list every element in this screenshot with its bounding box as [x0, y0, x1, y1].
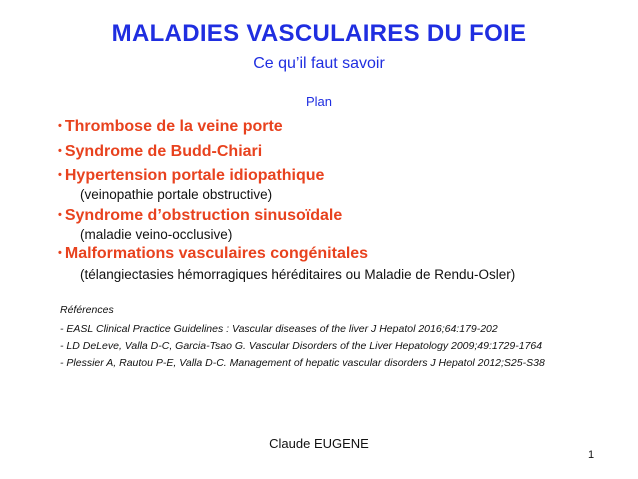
- references-heading: Références: [60, 304, 114, 316]
- list-item-malformations: [58, 245, 368, 263]
- slide-subtitle: Ce qu’il faut savoir: [253, 55, 385, 72]
- slide-title: MALADIES VASCULAIRES DU FOIE: [111, 20, 527, 47]
- list-item-hypertension-portale: [58, 167, 324, 185]
- bullet-icon: •: [58, 120, 62, 132]
- list-item-label: Thrombose de la veine porte: [64, 118, 283, 135]
- bullet-icon: •: [58, 169, 62, 181]
- reference-line: - EASL Clinical Practice Guidelines : Vascular diseases of the liver J Hepatol 2016;64:179-202: [60, 323, 498, 335]
- bullet-icon: •: [58, 209, 62, 221]
- list-item-subtext: (veinopathie portale obstructive): [80, 187, 273, 202]
- list-item-obstruction-sinusoidale: [58, 207, 342, 225]
- bullet-icon: •: [58, 145, 62, 157]
- list-item-label: Syndrome de Budd-Chiari: [64, 143, 263, 160]
- list-item-budd-chiari: [58, 143, 262, 161]
- reference-line: - LD DeLeve, Valla D-C, Garcia-Tsao G. Vascular Disorders of the Liver Hepatology 2009;49:1729-1764: [60, 340, 543, 352]
- bullet-icon: •: [58, 247, 62, 259]
- plan-heading: Plan: [305, 94, 333, 109]
- list-item-label: Malformations vasculaires congénitales: [64, 245, 369, 262]
- author: Claude EUGENE: [269, 436, 369, 451]
- page-number: 1: [588, 449, 595, 461]
- list-item-label: Hypertension portale idiopathique: [64, 167, 325, 184]
- list-item-label: Syndrome d’obstruction sinusoïdale: [64, 207, 343, 224]
- reference-line: - Plessier A, Rautou P-E, Valla D-C. Management of hepatic vascular disorders J Hepatol 2012;S25-S38: [60, 357, 545, 369]
- list-item-subtext: (maladie veino-occlusive): [80, 227, 233, 242]
- list-item-subtext: (télangiectasies hémorragiques héréditaires ou Maladie de Rendu-Osler): [80, 267, 516, 282]
- list-item-thrombose: [58, 118, 283, 136]
